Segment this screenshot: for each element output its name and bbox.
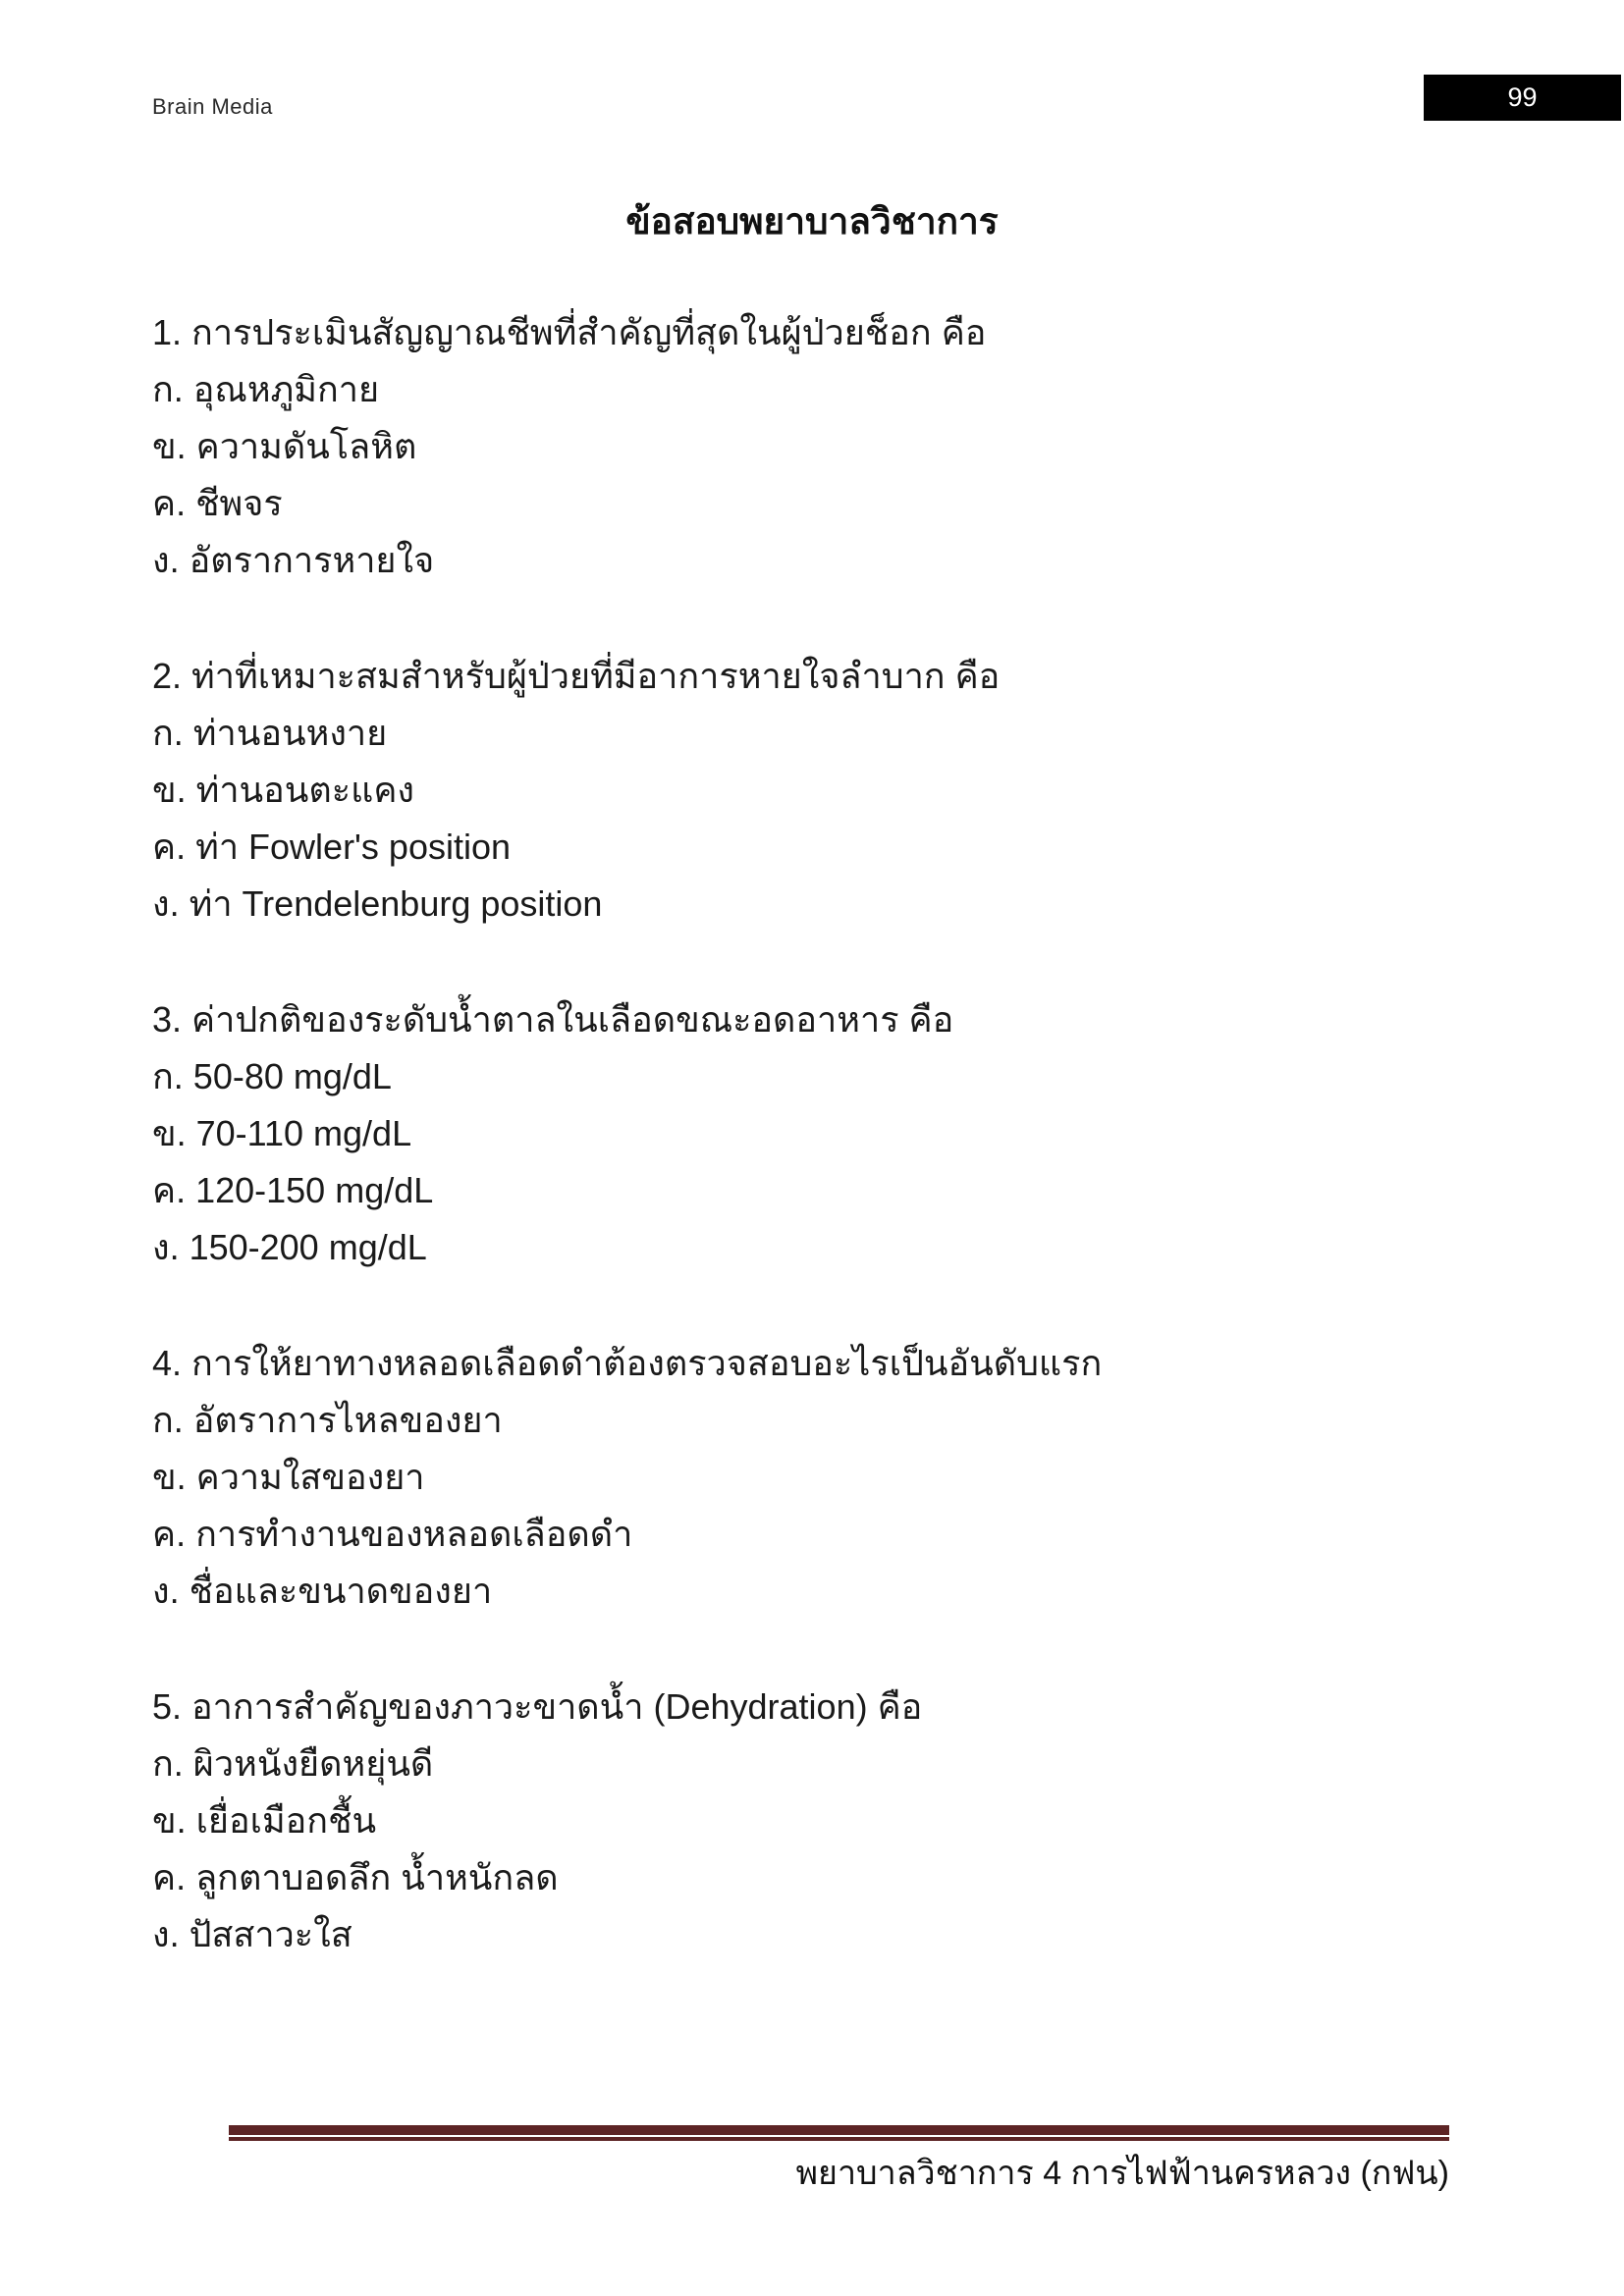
question-text: 2. ท่าที่เหมาะสมสำหรับผู้ป่วยที่มีอาการหายใจลำบาก คือ bbox=[152, 656, 1001, 696]
question-block-3 bbox=[152, 991, 1545, 1276]
choice-line: ค. 120-150 mg/dL bbox=[152, 1170, 434, 1210]
choice-line: ข. ความดันโลหิต bbox=[152, 426, 417, 466]
question-block-1 bbox=[152, 304, 1545, 589]
choice-line: ข. ท่านอนตะแคง bbox=[152, 770, 414, 810]
choice-line: ค. ลูกตาบอดลึก น้ำหนักลด bbox=[152, 1857, 559, 1897]
choice-line: ก. ผิวหนังยืดหยุ่นดี bbox=[152, 1743, 434, 1784]
question-text: 3. ค่าปกติของระดับน้ำตาลในเลือดขณะอดอาหาร คือ bbox=[152, 999, 954, 1040]
choice-line: ง. 150-200 mg/dL bbox=[152, 1227, 427, 1267]
footer-divider-thin-line bbox=[229, 2137, 1449, 2141]
choice-line: ง. ท่า Trendelenburg position bbox=[152, 883, 603, 924]
footer-divider-thick-line bbox=[229, 2125, 1449, 2135]
brand-text: Brain Media bbox=[152, 94, 273, 119]
choice-line: ง. ชื่อและขนาดของยา bbox=[152, 1571, 493, 1611]
footer-text: พยาบาลวิชาการ 4 การไฟฟ้านครหลวง (กฟน) bbox=[795, 2155, 1449, 2192]
choice-line: ข. 70-110 mg/dL bbox=[152, 1113, 412, 1153]
question-block-2 bbox=[152, 648, 1545, 933]
question-block-4 bbox=[152, 1335, 1545, 1620]
choice-line: ค. ท่า Fowler's position bbox=[152, 827, 512, 867]
choice-line: ก. 50-80 mg/dL bbox=[152, 1056, 392, 1096]
question-text: 4. การให้ยาทางหลอดเลือดดำต้องตรวจสอบอะไรเป็นอันดับแรก bbox=[152, 1343, 1103, 1383]
footer-divider bbox=[229, 2125, 1449, 2141]
question-text: 1. การประเมินสัญญาณชีพที่สำคัญที่สุดในผู้ป่วยช็อก คือ bbox=[152, 312, 987, 352]
choice-line: ค. การทำงานของหลอดเลือดดำ bbox=[152, 1514, 633, 1554]
question-block-5 bbox=[152, 1679, 1545, 1963]
choice-line: ง. อัตราการหายใจ bbox=[152, 540, 435, 580]
page-number: 99 bbox=[1507, 82, 1538, 112]
choice-line: ก. ท่านอนหงาย bbox=[152, 713, 388, 753]
choice-line: ก. อุณหภูมิกาย bbox=[152, 369, 380, 409]
page-title: ข้อสอบพยาบาลวิชาการ bbox=[625, 201, 999, 241]
choice-line: ง. ปัสสาวะใส bbox=[152, 1914, 352, 1954]
choice-line: ค. ชีพจร bbox=[152, 483, 283, 523]
choice-line: ข. ความใสของยา bbox=[152, 1457, 425, 1497]
choice-line: ก. อัตราการไหลของยา bbox=[152, 1400, 503, 1440]
choice-line: ข. เยื่อเมือกชื้น bbox=[152, 1800, 377, 1841]
questions-list bbox=[152, 304, 1545, 2022]
question-text: 5. อาการสำคัญของภาวะขาดน้ำ (Dehydration) คือ bbox=[152, 1686, 923, 1727]
page-number-box bbox=[1424, 75, 1621, 121]
